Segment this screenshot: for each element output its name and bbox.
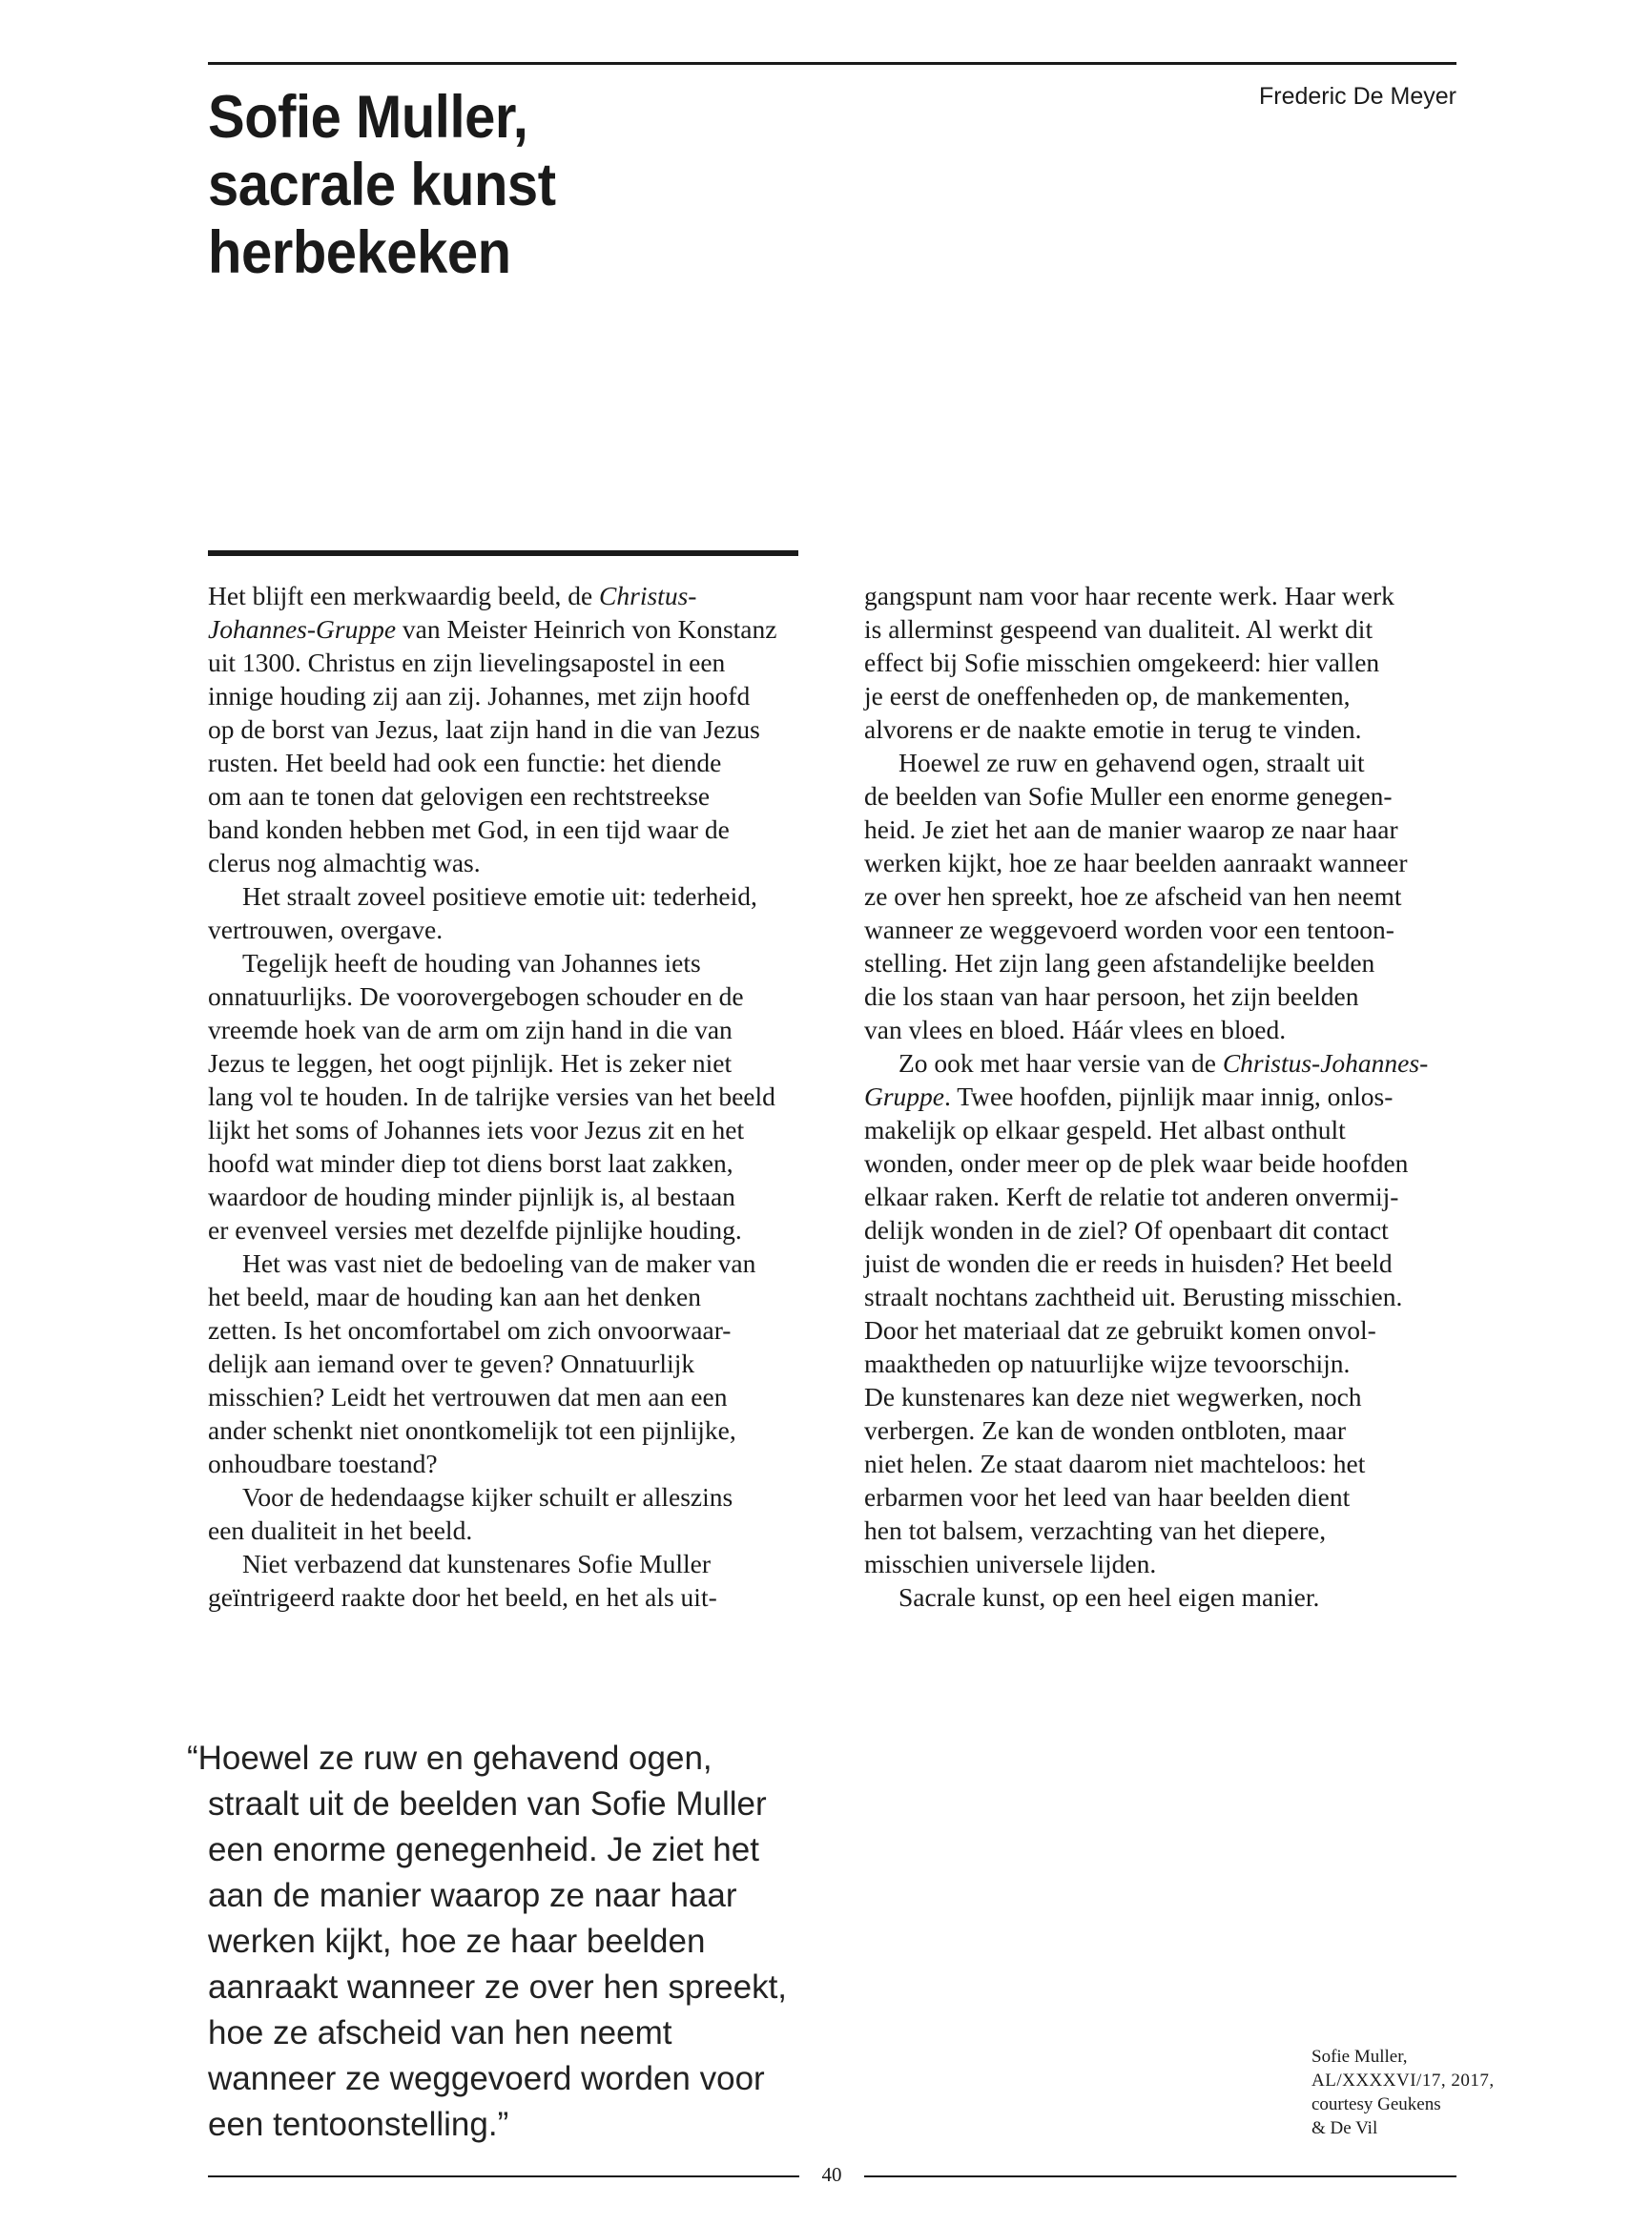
body-text: lang vol te houden. In de talrijke versies van het beeld <box>208 1082 775 1111</box>
body-text-line <box>208 979 801 1013</box>
body-text-line <box>208 646 801 679</box>
body-text-line <box>208 1080 801 1113</box>
body-text-line <box>208 712 801 746</box>
pull-quote-line: werken kijkt, hoe ze haar beelden <box>208 1923 706 1960</box>
body-text-line <box>208 679 801 712</box>
body-text-line <box>864 612 1457 646</box>
pull-quote-line: een enorme genegenheid. Je ziet het <box>208 1831 759 1868</box>
pull-quote-line: aanraakt wanneer ze over hen spreekt, <box>208 1968 788 2006</box>
article-author: Frederic De Meyer <box>1259 83 1456 110</box>
body-text-line <box>864 646 1457 679</box>
body-text: Het blijft een merkwaardig beeld, de <box>208 581 600 610</box>
body-text-line <box>208 879 801 913</box>
body-text-line <box>864 779 1457 813</box>
body-text: vreemde hoek van de arm om zijn hand in die van <box>208 1015 733 1044</box>
body-text: hen tot balsem, verzachting van het diepere, <box>864 1515 1327 1545</box>
body-text: makelijk op elkaar gespeld. Het albast onthult <box>864 1115 1346 1144</box>
body-text: Tegelijk heeft de houding van Johannes iets <box>242 948 701 978</box>
body-text-line <box>864 1080 1457 1113</box>
artwork-title: Christus-Johannes- <box>1222 1048 1429 1078</box>
body-text-line <box>208 779 801 813</box>
body-text: effect bij Sofie misschien omgekeerd: hier vallen <box>864 648 1380 677</box>
body-text: wonden, onder meer op de plek waar beide hoofden <box>864 1148 1409 1178</box>
body-text: die los staan van haar persoon, het zijn beelden <box>864 981 1359 1011</box>
body-text: delijk aan iemand over te geven? Onnatuurlijk <box>208 1349 695 1378</box>
body-text: alvorens er de naakte emotie in terug te vinden. <box>864 714 1362 744</box>
body-text-line <box>208 1580 801 1614</box>
body-text-line <box>208 846 801 879</box>
body-text: onnatuurlijks. De voorovergebogen schouder en de <box>208 981 744 1011</box>
body-text-line <box>208 1280 801 1313</box>
body-text: van Meister Heinrich von Konstanz <box>396 614 777 644</box>
body-text: hoofd wat minder diep tot diens borst laat zakken, <box>208 1148 733 1178</box>
title-line: sacrale kunst <box>208 152 556 218</box>
body-text-line <box>864 1213 1457 1247</box>
caption-work: AL/XXXXVI/17, 2017, <box>1311 2071 1495 2091</box>
body-text-line <box>208 1347 801 1380</box>
footer-rule-left <box>208 2175 799 2177</box>
body-text: Hoewel ze ruw en gehavend ogen, straalt uit <box>898 748 1365 777</box>
body-text-line <box>864 579 1457 612</box>
body-text: misschien? Leidt het vertrouwen dat men aan een <box>208 1382 728 1412</box>
body-text-line <box>208 612 801 646</box>
body-text: clerus nog almachtig was. <box>208 848 481 877</box>
body-text: de beelden van Sofie Muller een enorme genegen- <box>864 781 1393 811</box>
pull-quote-line: straalt uit de beelden van Sofie Muller <box>208 1785 767 1823</box>
body-text-line <box>864 1113 1457 1146</box>
body-column-left <box>208 579 801 1614</box>
body-text-line <box>208 1480 801 1514</box>
caption-artist: Sofie Muller, <box>1311 2047 1408 2067</box>
body-text-line <box>864 1447 1457 1480</box>
body-text: ze over hen spreekt, hoe ze afscheid van hen neemt <box>864 881 1402 911</box>
body-text-line <box>208 813 801 846</box>
body-text: . Twee hoofden, pijnlijk maar innig, onlos- <box>944 1082 1394 1111</box>
pull-quote-line: aan de manier waarop ze naar haar <box>208 1877 737 1914</box>
body-text-line <box>864 1514 1457 1547</box>
body-text-line <box>864 913 1457 946</box>
body-text: onhoudbare toestand? <box>208 1449 438 1478</box>
body-text-line <box>208 1380 801 1413</box>
body-text-line <box>864 1013 1457 1046</box>
body-text: Voor de hedendaagse kijker schuilt er alleszins <box>242 1482 733 1512</box>
body-text-line <box>864 679 1457 712</box>
body-text-line <box>864 746 1457 779</box>
article-title <box>208 84 770 287</box>
body-text: van vlees en bloed. Háár vlees en bloed. <box>864 1015 1287 1044</box>
body-text-line <box>208 1146 801 1180</box>
body-text: straalt nochtans zachtheid uit. Berusting misschien. <box>864 1282 1403 1311</box>
body-text: er evenveel versies met dezelfde pijnlijke houding. <box>208 1215 742 1245</box>
body-text-line <box>864 1480 1457 1514</box>
body-text: je eerst de oneffenheden op, de mankementen, <box>864 681 1351 711</box>
image-caption <box>1311 2045 1495 2140</box>
body-text: waardoor de houding minder pijnlijk is, al bestaan <box>208 1182 735 1211</box>
artwork-title: Johannes-Gruppe <box>208 614 397 644</box>
body-text-line <box>864 879 1457 913</box>
body-text: heid. Je ziet het aan de manier waarop ze naar haar <box>864 814 1398 844</box>
body-text-line <box>864 1146 1457 1180</box>
body-text: gangspunt nam voor haar recente werk. Haar werk <box>864 581 1394 610</box>
footer-rule-right <box>864 2175 1456 2177</box>
body-text: maaktheden op natuurlijke wijze tevoorschijn. <box>864 1349 1351 1378</box>
body-text: het beeld, maar de houding kan aan het denken <box>208 1282 701 1311</box>
body-text: innige houding zij aan zij. Johannes, met zijn hoofd <box>208 681 751 711</box>
body-text-line <box>864 712 1457 746</box>
body-text-line <box>864 1280 1457 1313</box>
body-text: misschien universele lijden. <box>864 1549 1157 1578</box>
body-column-right <box>864 579 1457 1614</box>
body-text: stelling. Het zijn lang geen afstandelijke beelden <box>864 948 1375 978</box>
body-text-line <box>208 1313 801 1347</box>
body-text-line <box>208 1180 801 1213</box>
body-text: ander schenkt niet onontkomelijk tot een pijnlijke, <box>208 1415 736 1445</box>
title-line: herbekeken <box>208 219 511 286</box>
body-text-line <box>864 946 1457 979</box>
body-text-line <box>864 979 1457 1013</box>
pull-quote <box>187 1736 797 2148</box>
body-text-line <box>208 579 801 612</box>
body-text: Het straalt zoveel positieve emotie uit: tederheid, <box>242 881 757 911</box>
column-rule <box>208 550 798 556</box>
body-text-line <box>208 1213 801 1247</box>
body-text: vertrouwen, overgave. <box>208 915 444 944</box>
body-text: op de borst van Jezus, laat zijn hand in die van Jezus <box>208 714 760 744</box>
body-text: niet helen. Ze staat daarom niet machteloos: het <box>864 1449 1366 1478</box>
body-text-line <box>864 1580 1457 1614</box>
body-text-line <box>208 1247 801 1280</box>
body-text-line <box>208 1013 801 1046</box>
body-text-line <box>208 946 801 979</box>
body-text-line <box>864 1347 1457 1380</box>
pull-quote-line: wanneer ze weggevoerd worden voor <box>208 2060 765 2097</box>
body-text-line <box>864 813 1457 846</box>
body-text: wanneer ze weggevoerd worden voor een tentoon- <box>864 915 1394 944</box>
body-text-line <box>208 1447 801 1480</box>
body-text-line <box>864 846 1457 879</box>
body-text-line <box>864 1380 1457 1413</box>
artwork-title: Gruppe <box>864 1082 945 1111</box>
caption-credit: & De Vil <box>1311 2118 1378 2138</box>
body-text: lijkt het soms of Johannes iets voor Jezus zit en het <box>208 1115 745 1144</box>
body-text-line <box>208 1413 801 1447</box>
body-text-line <box>208 746 801 779</box>
body-text-line <box>208 1547 801 1580</box>
body-text: Niet verbazend dat kunstenares Sofie Muller <box>242 1549 712 1578</box>
body-text: band konden hebben met God, in een tijd waar de <box>208 814 730 844</box>
body-text-line <box>208 1046 801 1080</box>
body-text-line <box>208 913 801 946</box>
body-text-line <box>864 1180 1457 1213</box>
artwork-title: Christus- <box>599 581 697 610</box>
body-text: zetten. Is het oncomfortabel om zich onvoorwaar- <box>208 1315 732 1345</box>
top-rule <box>208 62 1456 65</box>
body-text: Het was vast niet de bedoeling van de maker van <box>242 1248 756 1278</box>
body-text: werken kijkt, hoe ze haar beelden aanraakt wanneer <box>864 848 1408 877</box>
body-text-line <box>864 1413 1457 1447</box>
body-text-line <box>864 1247 1457 1280</box>
body-text: Sacrale kunst, op een heel eigen manier. <box>898 1582 1320 1612</box>
page-number: 40 <box>821 2163 842 2186</box>
body-text: Zo ook met haar versie van de <box>898 1048 1223 1078</box>
pull-quote-line: hoe ze afscheid van hen neemt <box>208 2014 672 2051</box>
body-text-line <box>208 1514 801 1547</box>
body-text: De kunstenares kan deze niet wegwerken, noch <box>864 1382 1362 1412</box>
body-text-line <box>208 1113 801 1146</box>
body-text: Door het materiaal dat ze gebruikt komen onvol- <box>864 1315 1376 1345</box>
body-text: elkaar raken. Kerft de relatie tot anderen onvermij- <box>864 1182 1399 1211</box>
caption-credit: courtesy Geukens <box>1311 2094 1441 2114</box>
body-text-line <box>864 1046 1457 1080</box>
body-text: geïntrigeerd raakte door het beeld, en het als uit- <box>208 1582 717 1612</box>
body-text: een dualiteit in het beeld. <box>208 1515 473 1545</box>
body-text: juist de wonden die er reeds in huisden? Het beeld <box>864 1248 1393 1278</box>
body-text: rusten. Het beeld had ook een functie: het diende <box>208 748 722 777</box>
body-text: erbarmen voor het leed van haar beelden dient <box>864 1482 1351 1512</box>
title-line: Sofie Muller, <box>208 84 528 151</box>
body-text: uit 1300. Christus en zijn lievelingsapostel in een <box>208 648 726 677</box>
body-text: om aan te tonen dat gelovigen een rechtstreekse <box>208 781 711 811</box>
body-text: is allerminst gespeend van dualiteit. Al werkt dit <box>864 614 1373 644</box>
body-text: Jezus te leggen, het oogt pijnlijk. Het is zeker niet <box>208 1048 733 1078</box>
pull-quote-line: een tentoonstelling.” <box>208 2106 509 2143</box>
body-text: verbergen. Ze kan de wonden ontbloten, maar <box>864 1415 1347 1445</box>
pull-quote-line: “Hoewel ze ruw en gehavend ogen, <box>187 1740 712 1777</box>
body-text-line <box>864 1547 1457 1580</box>
body-text-line <box>864 1313 1457 1347</box>
body-text: delijk wonden in de ziel? Of openbaart dit contact <box>864 1215 1389 1245</box>
